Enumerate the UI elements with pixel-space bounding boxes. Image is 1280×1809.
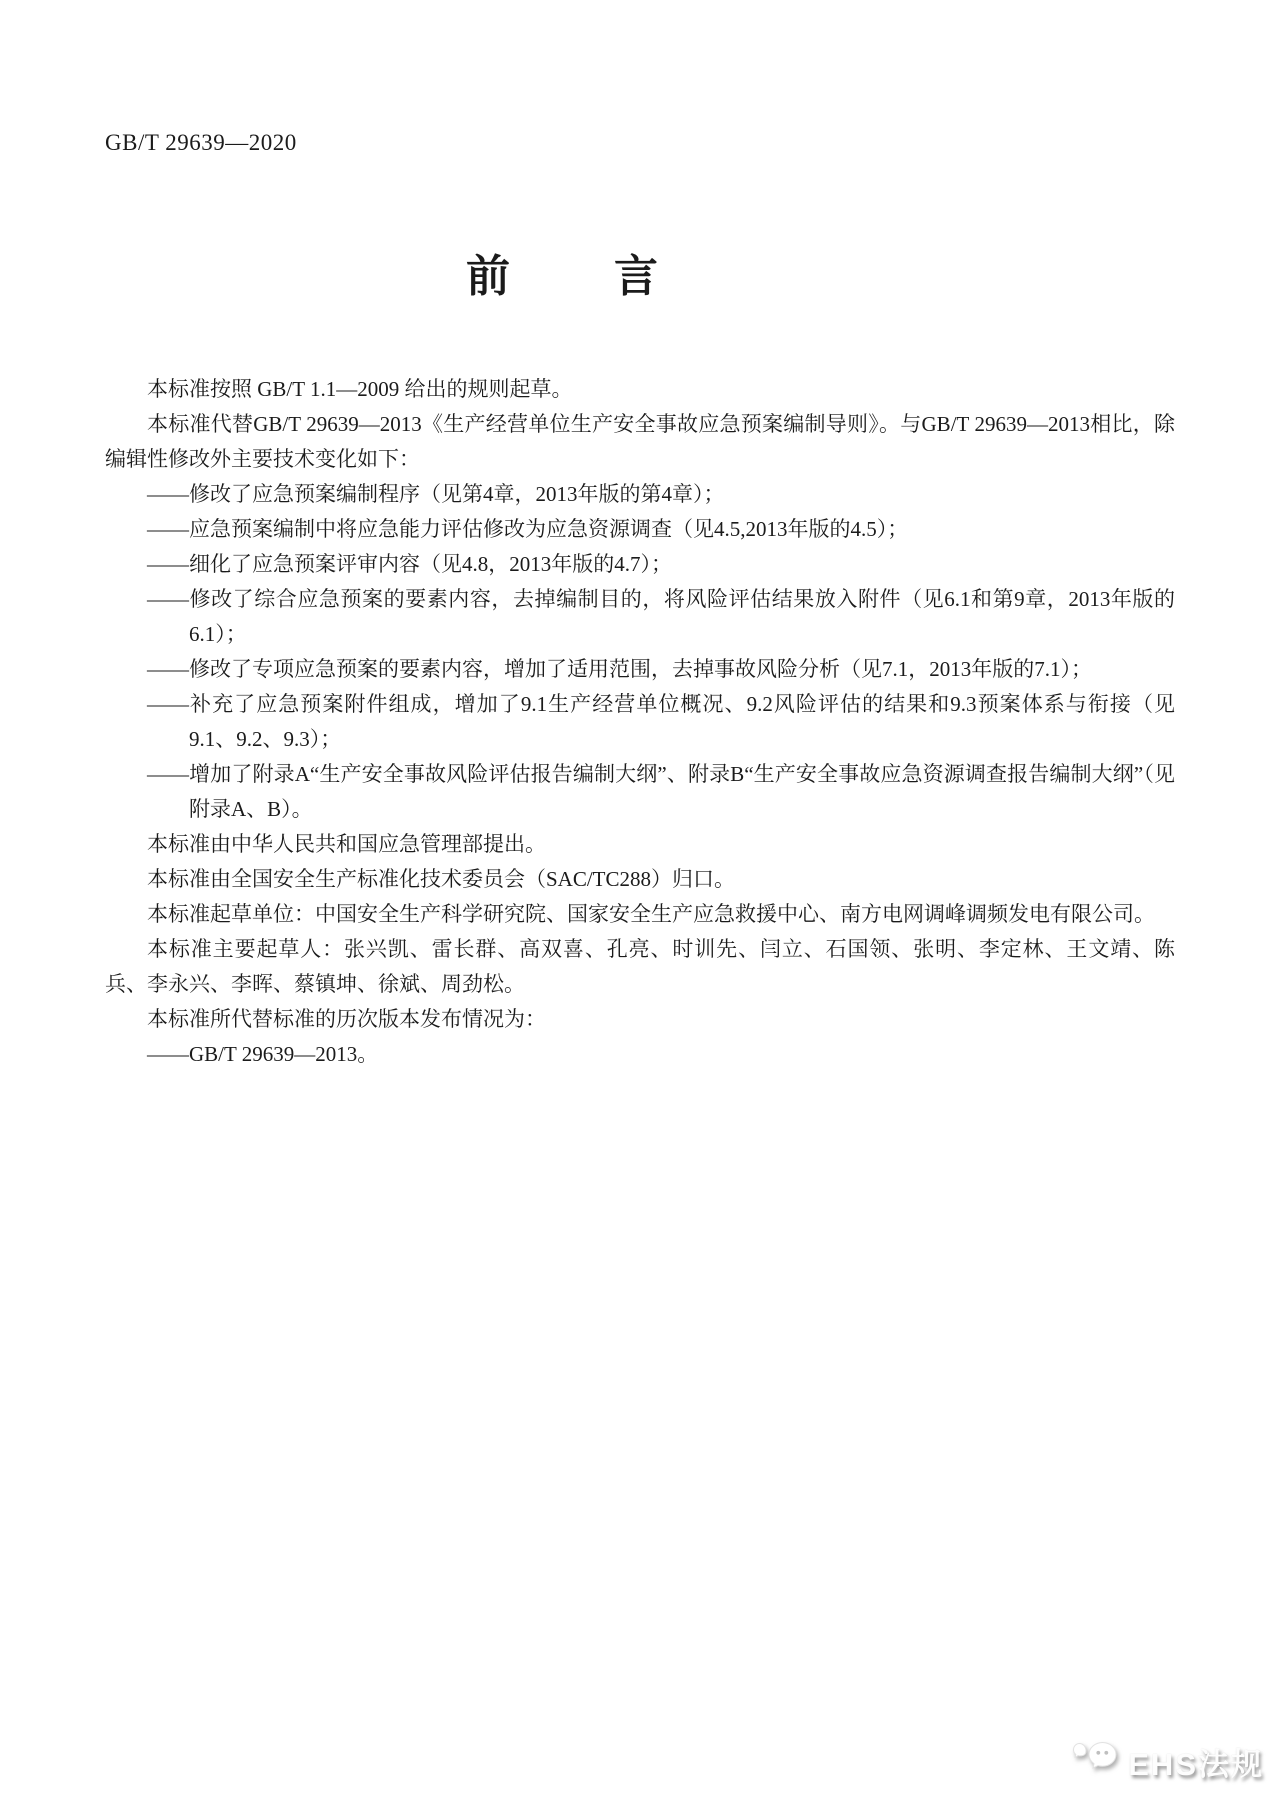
bullet-item: ——应急预案编制中将应急能力评估修改为应急资源调查（见4.5,2013年版的4.5）； bbox=[147, 517, 909, 541]
page-title-char-2: 言 bbox=[614, 252, 658, 302]
bullet-item: ——修改了综合应急预案的要素内容，去掉编制目的，将风险评估结果放入附件（见6.1和第9章，2013年版的6.1）； bbox=[147, 587, 1175, 646]
paragraph: 本标准起草单位：中国安全生产科学研究院、国家安全生产应急救援中心、南方电网调峰调频发电有限公司。 bbox=[147, 902, 1155, 926]
paragraph: 本标准由中华人民共和国应急管理部提出。 bbox=[147, 832, 546, 856]
paragraph: 本标准代替GB/T 29639—2013《生产经营单位生产安全事故应急预案编制导则》。与GB/T 29639—2013相比，除编辑性修改外主要技术变化如下： bbox=[105, 412, 1175, 471]
standard-code: GB/T 29639—2020 bbox=[105, 130, 297, 155]
bullet-item: ——修改了专项应急预案的要素内容，增加了适用范围，去掉事故风险分析（见7.1，2013年版的7.1）； bbox=[147, 657, 1092, 681]
watermark bbox=[1072, 1738, 1264, 1785]
foreword-body bbox=[105, 372, 1175, 1072]
wechat-icon bbox=[1072, 1738, 1120, 1785]
paragraph: 本标准所代替标准的历次版本发布情况为： bbox=[147, 1007, 546, 1031]
bullet-item: ——修改了应急预案编制程序（见第4章，2013年版的第4章）； bbox=[147, 482, 725, 506]
bullet-item: ——增加了附录A“生产安全事故风险评估报告编制大纲”、附录B“生产安全事故应急资源调查报告编制大纲”（见附录A、B）。 bbox=[147, 762, 1175, 821]
paragraph: 本标准主要起草人：张兴凯、雷长群、高双喜、孔亮、时训先、闫立、石国领、张明、李定林、王文靖、陈兵、李永兴、李晖、蔡镇坤、徐斌、周劲松。 bbox=[105, 937, 1175, 996]
bullet-item: ——补充了应急预案附件组成，增加了9.1生产经营单位概况、9.2风险评估的结果和9.3预案体系与衔接（见9.1、9.2、9.3）； bbox=[147, 692, 1175, 751]
page-title bbox=[0, 252, 1202, 302]
watermark-label: EHS法规 bbox=[1128, 1747, 1264, 1782]
bullet-item: ——细化了应急预案评审内容（见4.8，2013年版的4.7）； bbox=[147, 552, 672, 576]
paragraph: 本标准由全国安全生产标准化技术委员会（SAC/TC288）归口。 bbox=[147, 867, 736, 891]
bullet-item: ——GB/T 29639—2013。 bbox=[147, 1042, 379, 1066]
page-title-char-1: 前 bbox=[466, 252, 510, 302]
paragraph: 本标准按照 GB/T 1.1—2009 给出的规则起草。 bbox=[147, 377, 573, 401]
